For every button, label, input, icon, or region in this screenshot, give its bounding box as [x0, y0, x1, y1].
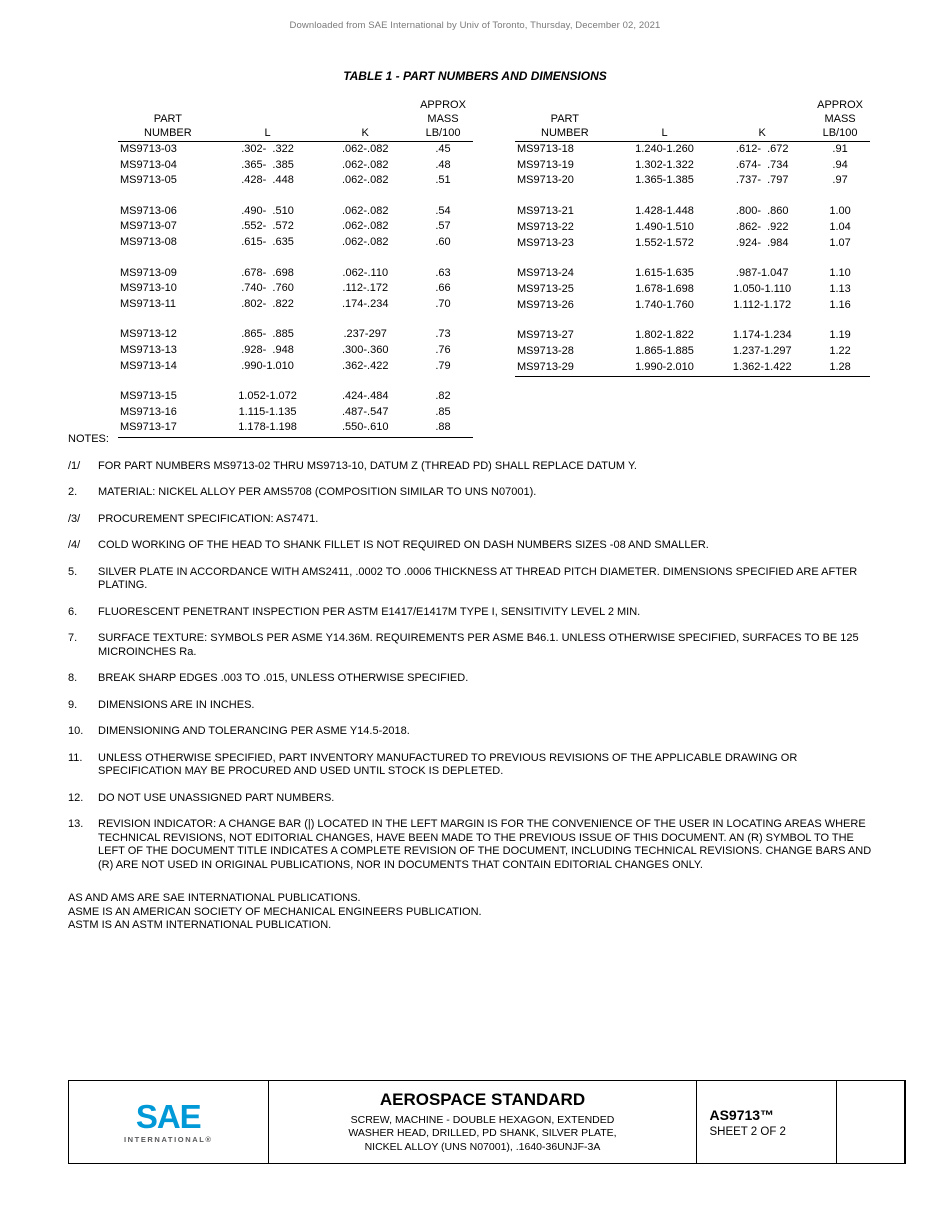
- table-row: [118, 173, 473, 189]
- note-text: PROCUREMENT SPECIFICATION: AS7471.: [98, 512, 319, 525]
- note-item: [68, 460, 880, 474]
- table-row-spacer: [515, 189, 870, 204]
- header-blank-k2-left: [317, 112, 413, 126]
- table-header-row-1: [118, 98, 473, 112]
- table-header-row-1-right: [515, 98, 870, 112]
- cell-l: [218, 251, 318, 266]
- cell-k: .062-.082: [341, 158, 389, 171]
- cell-l: 1.052-1.072: [238, 390, 297, 403]
- cell-k: 1.112-1.172: [733, 298, 792, 311]
- cell-l: 1.490-1.510: [635, 220, 694, 233]
- cell-part-number: MS9713-24: [517, 267, 574, 280]
- cell-l: 1.428-1.448: [635, 205, 694, 218]
- header-part-right: PART: [550, 113, 579, 125]
- table-row: [118, 281, 473, 297]
- header-l-right: L: [615, 126, 715, 142]
- table-body-left: [118, 142, 473, 438]
- header-k-left: K: [317, 126, 413, 142]
- cell-k: .174-.234: [341, 297, 389, 310]
- description-line-3: NICKEL ALLOY (UNS N07001), .1640-36UNJF-3A: [364, 1140, 601, 1153]
- cell-l: .428- .448: [241, 174, 294, 187]
- cell-l: 1.615-1.635: [635, 267, 694, 280]
- cell-part-number: MS9713-18: [517, 143, 574, 156]
- cell-mass: .88: [413, 420, 473, 437]
- cell-mass: [413, 189, 473, 204]
- cell-part-number: MS9713-12: [120, 328, 177, 341]
- note-number: /3/: [68, 512, 81, 525]
- note-text: MATERIAL: NICKEL ALLOY PER AMS5708 (COMPOSITION SIMILAR TO UNS N07001).: [98, 486, 537, 498]
- parts-table-right: [515, 98, 870, 438]
- cell-mass: [810, 408, 870, 423]
- table-row: [515, 173, 870, 189]
- cell-l: .928- .948: [241, 343, 294, 356]
- cell-part-number: MS9713-16: [120, 405, 177, 418]
- parts-tables: [118, 98, 870, 438]
- cell-part-number: MS9713-15: [120, 390, 177, 403]
- header-mass-right: MASS: [824, 113, 856, 125]
- table-row: [515, 360, 870, 377]
- aerospace-standard-label: AEROSPACE STANDARD: [379, 1089, 586, 1109]
- cell-part-number: [515, 377, 615, 393]
- cell-k: .237-297: [343, 328, 387, 341]
- cell-mass: .54: [435, 204, 451, 217]
- table-head-right: [515, 98, 870, 142]
- note-item: [68, 632, 880, 659]
- cell-l: 1.302-1.322: [635, 158, 694, 171]
- note-text: DIMENSIONING AND TOLERANCING PER ASME Y14.5-2018.: [98, 725, 410, 737]
- cell-k: .300-.360: [341, 343, 389, 356]
- cell-k: .362-.422: [341, 359, 389, 372]
- cell-k: .862- .922: [735, 220, 789, 233]
- table-row: [118, 219, 473, 235]
- standard-description: [348, 1114, 616, 1155]
- table-row: [515, 236, 870, 252]
- header-blank-l-left: [218, 98, 318, 112]
- cell-mass: 1.04: [829, 220, 851, 233]
- cell-k: .487-.547: [341, 405, 389, 418]
- cell-k: .612- .672: [735, 143, 789, 156]
- header-part-left: PART: [153, 113, 183, 125]
- cell-mass: [810, 251, 870, 266]
- note-item: [68, 818, 880, 872]
- cell-mass: 1.19: [829, 329, 851, 342]
- cell-l: .490- .510: [241, 204, 294, 217]
- standard-title-cell: [269, 1081, 698, 1163]
- table-header-row-3: [118, 126, 473, 142]
- table-body-right: [515, 142, 870, 438]
- cell-k: [714, 189, 810, 204]
- table-row: [515, 328, 870, 344]
- publication-line: AS AND AMS ARE SAE INTERNATIONAL PUBLICATIONS.: [68, 892, 361, 904]
- notes-section: [68, 433, 880, 933]
- note-number: 10.: [68, 725, 84, 737]
- footer-end-cell: [837, 1081, 905, 1163]
- cell-k: .424-.484: [341, 390, 389, 403]
- publication-list: [68, 892, 880, 933]
- cell-part-number: MS9713-19: [517, 158, 574, 171]
- cell-l: 1.365-1.385: [635, 174, 694, 187]
- cell-mass: .70: [435, 297, 451, 310]
- cell-mass: .48: [435, 158, 451, 171]
- sheet-number: SHEET 2 OF 2: [709, 1125, 786, 1138]
- cell-k: [317, 374, 413, 389]
- cell-k: [714, 313, 810, 328]
- cell-part-number: MS9713-14: [120, 359, 177, 372]
- cell-l: .990-1.010: [241, 359, 294, 372]
- cell-part-number: MS9713-22: [517, 220, 574, 233]
- note-number: 9.: [68, 698, 78, 711]
- cell-l: .802- .822: [241, 297, 294, 310]
- cell-k: 1.362-1.422: [714, 360, 810, 377]
- cell-k: [714, 408, 810, 423]
- note-text: DO NOT USE UNASSIGNED PART NUMBERS.: [98, 791, 335, 804]
- table-row: [515, 298, 870, 314]
- header-blank-l2-right: [615, 112, 715, 126]
- cell-mass: 1.00: [829, 205, 851, 218]
- note-item: [68, 513, 880, 527]
- header-blank-left: [118, 98, 218, 112]
- cell-part-number: [118, 189, 218, 204]
- download-notice: Downloaded from SAE International by Univ of Toronto, Thursday, December 02, 2021: [289, 20, 661, 31]
- cell-mass: [810, 393, 870, 408]
- cell-mass: [810, 377, 870, 393]
- cell-l: [218, 189, 318, 204]
- cell-part-number: MS9713-23: [517, 236, 574, 249]
- table-row: [515, 158, 870, 174]
- table-row-spacer: [118, 189, 473, 204]
- cell-mass: .82: [435, 390, 451, 403]
- header-lb100-right: LB/100: [810, 126, 870, 142]
- cell-part-number: [118, 374, 218, 389]
- cell-mass: .97: [832, 174, 848, 187]
- header-blank-k-left: [317, 98, 413, 112]
- cell-mass: [810, 313, 870, 328]
- cell-l: .552- .572: [241, 220, 294, 233]
- table-row: [118, 405, 473, 421]
- cell-k: [317, 251, 413, 266]
- cell-mass: 1.07: [829, 236, 851, 249]
- table-row: [118, 327, 473, 343]
- cell-mass: .45: [435, 143, 451, 155]
- cell-mass: .66: [435, 282, 451, 295]
- cell-l: 1.115-1.135: [238, 405, 297, 418]
- cell-l: .302- .322: [241, 143, 294, 155]
- note-text: SILVER PLATE IN ACCORDANCE WITH AMS2411, .0002 TO .0006 THICKNESS AT THREAD PITCH DIAMETER. DIMENSIONS SPECIFIED ARE AFTER PLATING.: [98, 565, 858, 591]
- cell-l: .865- .885: [241, 328, 294, 341]
- cell-part-number: MS9713-17: [118, 420, 218, 437]
- cell-k: [714, 377, 810, 393]
- table-title: TABLE 1 - PART NUMBERS AND DIMENSIONS: [343, 69, 607, 83]
- notes-list: [68, 460, 880, 873]
- table-row: [118, 142, 473, 158]
- cell-l: .678- .698: [241, 266, 294, 279]
- cell-part-number: [515, 189, 615, 204]
- note-item: [68, 792, 880, 806]
- cell-k: .062-.082: [341, 235, 389, 248]
- cell-l: .365- .385: [241, 158, 294, 171]
- table-row-spacer: [515, 377, 870, 393]
- cell-k: .550-.610: [317, 420, 413, 437]
- cell-l: 1.678-1.698: [635, 283, 694, 296]
- table-row: [118, 343, 473, 359]
- table-row-spacer: [118, 251, 473, 266]
- cell-part-number: MS9713-04: [120, 158, 177, 171]
- table-row: [118, 204, 473, 220]
- note-item: [68, 606, 880, 620]
- cell-l: 1.802-1.822: [635, 329, 694, 342]
- cell-part-number: MS9713-20: [517, 174, 574, 187]
- cell-mass: .91: [832, 143, 848, 156]
- header-blank-right: [515, 98, 615, 112]
- cell-k: [714, 251, 810, 266]
- note-number: 11.: [68, 751, 83, 764]
- cell-mass: 1.28: [810, 360, 870, 377]
- cell-k: .737- .797: [735, 174, 789, 187]
- cell-l: .740- .760: [241, 282, 294, 295]
- note-item: [68, 486, 880, 500]
- cell-k: .112-.172: [342, 282, 389, 295]
- cell-part-number: [515, 408, 615, 423]
- table-header-row-2-right: [515, 112, 870, 126]
- cell-k: [317, 312, 413, 327]
- parts-table-left: [118, 98, 473, 438]
- cell-part-number: MS9713-05: [120, 174, 177, 187]
- cell-mass: .51: [435, 174, 451, 187]
- note-item: [68, 752, 880, 779]
- cell-part-number: MS9713-07: [120, 220, 177, 233]
- cell-part-number: [515, 251, 615, 266]
- cell-part-number: [118, 312, 218, 327]
- note-number: 7.: [68, 632, 78, 644]
- note-text: DIMENSIONS ARE IN INCHES.: [98, 698, 255, 711]
- cell-part-number: MS9713-25: [517, 283, 574, 296]
- cell-k: .800- .860: [735, 205, 789, 218]
- note-item: [68, 539, 880, 553]
- cell-l: [218, 374, 318, 389]
- cell-mass: .60: [435, 235, 451, 248]
- cell-part-number: MS9713-03: [120, 143, 177, 155]
- cell-mass: .85: [435, 405, 451, 418]
- note-text: COLD WORKING OF THE HEAD TO SHANK FILLET IS NOT REQUIRED ON DASH NUMBERS SIZES -08 AND SMALLER.: [98, 539, 709, 551]
- cell-mass: 1.16: [829, 298, 851, 311]
- table-row: [515, 282, 870, 298]
- table-row-spacer: [118, 312, 473, 327]
- table-row-spacer: [118, 374, 473, 389]
- table-header-row-3-right: [515, 126, 870, 142]
- cell-mass: .79: [435, 359, 451, 372]
- publication-line: ASME IS AN AMERICAN SOCIETY OF MECHANICAL ENGINEERS PUBLICATION.: [68, 905, 482, 918]
- header-blank-k2-right: [714, 112, 810, 126]
- table-row-spacer: [515, 393, 870, 408]
- cell-mass: .63: [435, 266, 451, 279]
- table-header-row-2: [118, 112, 473, 126]
- header-k-right: K: [714, 126, 810, 142]
- cell-k: 1.237-1.297: [732, 345, 792, 358]
- cell-part-number: MS9713-29: [515, 360, 615, 377]
- cell-k: [714, 393, 810, 408]
- table-row: [515, 220, 870, 236]
- cell-k: .062-.082: [341, 220, 389, 233]
- document-footer: [68, 1080, 906, 1164]
- notes-heading: NOTES:: [68, 433, 109, 445]
- cell-k: 1.050-1.110: [733, 283, 792, 296]
- cell-k: .062-.110: [342, 266, 389, 279]
- cell-mass: 1.10: [829, 267, 851, 280]
- note-text: FLUORESCENT PENETRANT INSPECTION PER ASTM E1417/E1417M TYPE I, SENSITIVITY LEVEL 2 MIN.: [98, 605, 641, 618]
- header-blank-l-right: [615, 98, 715, 112]
- note-text: REVISION INDICATOR: A CHANGE BAR (|) LOCATED IN THE LEFT MARGIN IS FOR THE CONVENIENCE OF THE USER IN LOCATING AREAS WHERE TECHNICAL REVISIONS, NOT EDITORIAL CHANGES, HAVE BEEN MADE TO THE PREVIOUS ISSUE OF THIS DOCUMENT. AN (R) SYMBOL TO THE LEFT OF THE DOCUMENT TITLE INDICATES A COMPLETE REVISION OF THE DOCUMENT, INCLUDING TECHNICAL REVISIONS. CHANGE BARS AND (R) ARE NOT USED IN ORIGINAL PUBLICATIONS, NOR IN DOCUMENTS THAT CONTAIN EDITORIAL CHANGES ONLY.: [98, 818, 872, 871]
- table-row: [515, 142, 870, 158]
- cell-l: [615, 189, 715, 204]
- table-row: [118, 266, 473, 282]
- note-item: [68, 672, 880, 686]
- table-head-left: [118, 98, 473, 142]
- sae-logo-cell: [69, 1081, 269, 1163]
- cell-l: [615, 408, 715, 423]
- table-row: [515, 266, 870, 282]
- cell-k: [317, 189, 413, 204]
- table-row: [118, 158, 473, 174]
- document-number-cell: [697, 1081, 837, 1163]
- cell-l: 1.178-1.198: [218, 420, 318, 437]
- cell-mass: [413, 374, 473, 389]
- table-row: [515, 344, 870, 360]
- header-blank-l2-left: [218, 112, 318, 126]
- note-number: 5.: [68, 565, 78, 578]
- sae-logo-text: SAE: [135, 1098, 201, 1136]
- cell-l: 1.865-1.885: [635, 345, 694, 358]
- header-mass-left: MASS: [427, 113, 459, 125]
- header-blank-k-right: [714, 98, 810, 112]
- cell-mass: 1.13: [829, 283, 851, 296]
- note-number: 12.: [68, 791, 84, 804]
- note-number: 13.: [68, 818, 84, 830]
- note-number: 6.: [68, 605, 78, 618]
- cell-part-number: MS9713-11: [120, 297, 177, 310]
- document-number: AS9713™: [709, 1106, 775, 1123]
- cell-k: .062-.082: [341, 174, 389, 187]
- cell-k: .062-.082: [341, 143, 389, 155]
- cell-part-number: MS9713-08: [120, 235, 177, 248]
- note-number: /1/: [68, 459, 81, 472]
- cell-part-number: MS9713-13: [120, 343, 177, 356]
- cell-l: 1.552-1.572: [635, 236, 694, 249]
- note-text: UNLESS OTHERWISE SPECIFIED, PART INVENTORY MANUFACTURED TO PREVIOUS REVISIONS OF THE APPLICABLE DRAWING OR SPECIFICATION MAY BE PROCURED AND USED UNTIL STOCK IS DEPLETED.: [98, 751, 798, 777]
- cell-k: 1.174-1.234: [732, 329, 792, 342]
- table-row-spacer: [515, 313, 870, 328]
- cell-l: [615, 393, 715, 408]
- description-line-2: WASHER HEAD, DRILLED, PD SHANK, SILVER PLATE,: [348, 1127, 617, 1140]
- table-row: [118, 297, 473, 313]
- note-item: [68, 566, 880, 593]
- cell-k: .674- .734: [735, 158, 789, 171]
- cell-part-number: MS9713-10: [120, 282, 177, 295]
- sae-logo: [124, 1100, 213, 1144]
- cell-k: .924- .984: [735, 236, 789, 249]
- table-row-spacer: [515, 408, 870, 423]
- cell-mass: .94: [832, 158, 848, 171]
- table-row: [118, 359, 473, 375]
- cell-l: .615- .635: [241, 235, 294, 248]
- header-number-left: NUMBER: [118, 126, 218, 142]
- note-item: [68, 725, 880, 739]
- header-l-left: L: [218, 126, 318, 142]
- cell-part-number: MS9713-06: [120, 204, 177, 217]
- table-row: [515, 204, 870, 220]
- header-approx-left: APPROX: [420, 99, 466, 111]
- publication-line: ASTM IS AN ASTM INTERNATIONAL PUBLICATION.: [68, 919, 332, 931]
- cell-part-number: [515, 393, 615, 408]
- note-item: [68, 699, 880, 713]
- note-text: FOR PART NUMBERS MS9713-02 THRU MS9713-10, DATUM Z (THREAD PD) SHALL REPLACE DATUM Y.: [98, 459, 637, 472]
- cell-part-number: MS9713-26: [517, 298, 574, 311]
- cell-mass: [810, 189, 870, 204]
- cell-mass: .57: [435, 220, 451, 233]
- table-row-spacer: [515, 251, 870, 266]
- cell-mass: [413, 312, 473, 327]
- cell-mass: [413, 251, 473, 266]
- table-row: [118, 235, 473, 251]
- cell-part-number: MS9713-28: [517, 345, 574, 358]
- cell-l: [218, 312, 318, 327]
- note-number: 2.: [68, 486, 78, 498]
- cell-part-number: [515, 313, 615, 328]
- cell-k: .062-.082: [341, 204, 389, 217]
- cell-l: [615, 377, 715, 393]
- cell-part-number: MS9713-21: [517, 205, 574, 218]
- cell-l: [615, 251, 715, 266]
- cell-k: .987-1.047: [735, 267, 789, 280]
- cell-l: 1.740-1.760: [635, 298, 694, 311]
- cell-mass: .73: [435, 328, 451, 341]
- cell-mass: 1.22: [829, 345, 851, 358]
- header-lb100-left: LB/100: [413, 126, 473, 142]
- cell-part-number: MS9713-09: [120, 266, 177, 279]
- note-text: SURFACE TEXTURE: SYMBOLS PER ASME Y14.36M. REQUIREMENTS PER ASME B46.1. UNLESS OTHERWISE SPECIFIED, SURFACES TO BE 125 MICROINCHES Ra.: [98, 632, 859, 658]
- note-number: 8.: [68, 672, 78, 684]
- note-number: /4/: [68, 539, 81, 551]
- cell-l: 1.990-2.010: [615, 360, 715, 377]
- cell-l: [615, 313, 715, 328]
- cell-l: 1.240-1.260: [635, 143, 694, 156]
- sae-logo-subtext: INTERNATIONAL®: [123, 1135, 213, 1145]
- note-text: BREAK SHARP EDGES .003 TO .015, UNLESS OTHERWISE SPECIFIED.: [98, 672, 469, 684]
- table-row: [118, 389, 473, 405]
- cell-part-number: [118, 251, 218, 266]
- cell-mass: .76: [435, 343, 451, 356]
- cell-part-number: MS9713-27: [517, 329, 574, 342]
- description-line-1: SCREW, MACHINE - DOUBLE HEXAGON, EXTENDED: [350, 1113, 615, 1126]
- header-number-right: NUMBER: [515, 126, 615, 142]
- header-approx-right: APPROX: [817, 99, 863, 111]
